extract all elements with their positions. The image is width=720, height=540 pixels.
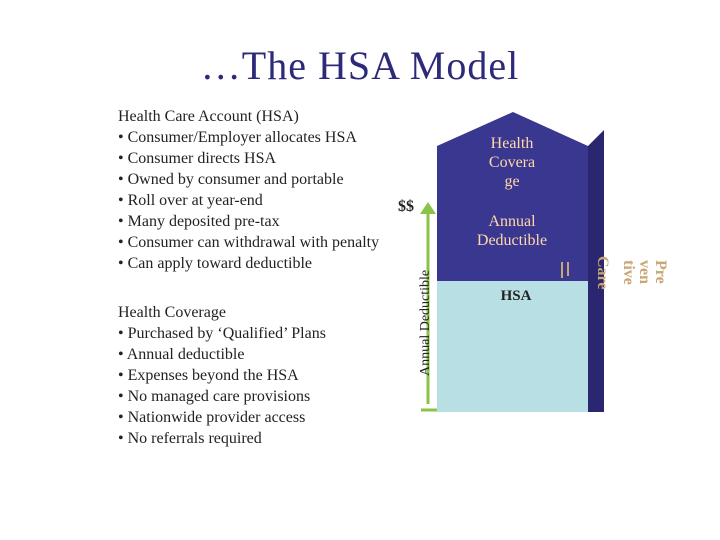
hsa-account-heading: Health Care Account (HSA) [118, 108, 299, 125]
deductible-label [460, 212, 564, 250]
side-label-preventive: Pre ven tive [620, 260, 669, 285]
dollar-label: $$ [398, 198, 414, 215]
hsa-account-item: • Consumer can withdrawal with penalty [118, 232, 418, 253]
deductible-label-text: Annual Deductible [476, 213, 548, 249]
health-coverage-item: • Expenses beyond the HSA [118, 365, 408, 386]
health-coverage-item: • No referrals required [118, 428, 408, 449]
annual-deductible-vertical-label: Annual Deductible [418, 269, 433, 376]
hsa-account-item: • Can apply toward deductible [118, 253, 418, 274]
hsa-account-item: • Consumer/Employer allocates HSA [118, 127, 418, 148]
hsa-account-item: • Many deposited pre-tax [118, 211, 418, 232]
deductible-arrow-head-top [420, 202, 436, 214]
page-title: …The HSA Model [200, 43, 520, 88]
health-coverage-heading: Health Coverage [118, 304, 226, 321]
health-coverage-item: • No managed care provisions [118, 386, 408, 407]
roof-label [470, 134, 554, 191]
health-coverage-item: • Purchased by ‘Qualified’ Plans [118, 323, 408, 344]
hsa-account-item: • Owned by consumer and portable [118, 169, 418, 190]
hsa-account-item: • Consumer directs HSA [118, 148, 418, 169]
health-coverage-item: • Annual deductible [118, 344, 408, 365]
hsa-label: HSA [500, 288, 532, 304]
side-label-care: Care [594, 256, 611, 290]
roof-label-text: Health Covera ge [488, 135, 536, 190]
health-coverage-item: • Nationwide provider access [118, 407, 408, 428]
hsa-account-item: • Roll over at year-end [118, 190, 418, 211]
